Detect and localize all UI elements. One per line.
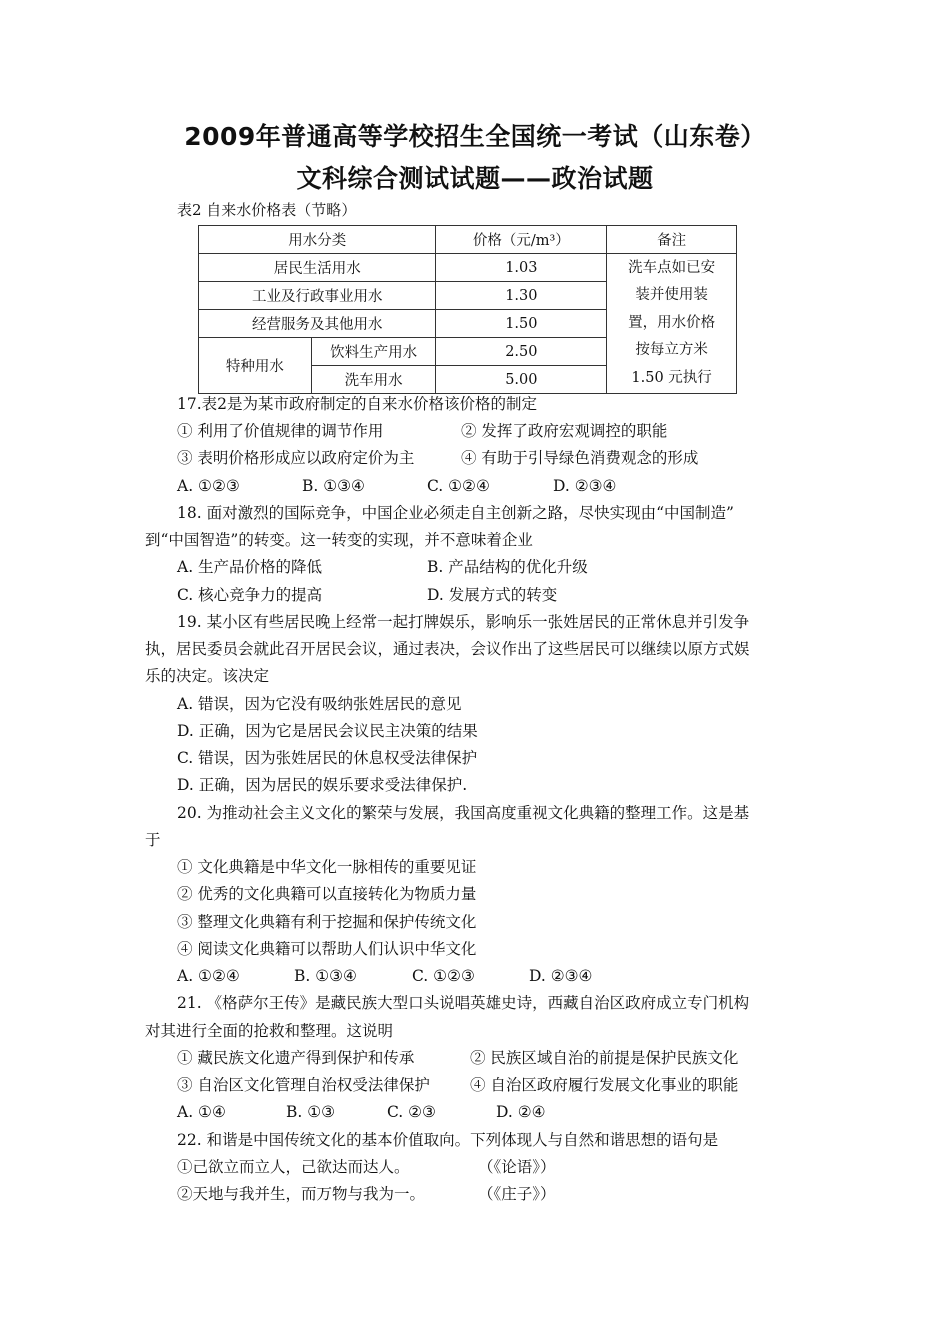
table-header-row — [199, 226, 737, 254]
note-line: 1.50 元执行 — [631, 369, 712, 386]
q20-option-a: A. ①②④ — [177, 967, 240, 985]
table-cell-price: 5.00 — [436, 366, 607, 394]
q20-statement-4: ④ 阅读文化典籍可以帮助人们认识中华文化 — [177, 940, 477, 958]
table-cell-category: 饮料生产用水 — [311, 338, 436, 366]
q17-statement-2: ② 发挥了政府宏观调控的职能 — [461, 422, 668, 440]
table-cell-note — [607, 254, 737, 394]
water-price-table — [198, 225, 737, 394]
question-18-stem-cont: 到“中国智造”的转变。这一转变的实现，并不意味着企业 — [145, 531, 533, 549]
q18-option-c: C. 核心竞争力的提高 — [177, 586, 323, 604]
q21-option-b: B. ①③ — [286, 1103, 336, 1121]
note-line: 洗车点如已安 — [628, 259, 716, 276]
question-19-stem-end: 乐的决定。该决定 — [145, 667, 270, 685]
q21-statement-3: ③ 自治区文化管理自治权受法律保护 — [177, 1076, 430, 1094]
q17-statement-4: ④ 有助于引导绿色消费观念的形成 — [461, 449, 699, 467]
question-18-stem: 18. 面对激烈的国际竞争，中国企业必须走自主创新之路，尽快实现由“中国制造” — [177, 504, 734, 522]
note-line: 置，用水价格 — [628, 314, 716, 331]
q20-option-b: B. ①③④ — [294, 967, 357, 985]
q22-quote-1-source: （《论语》） — [478, 1158, 556, 1176]
table-cell-group: 特种用水 — [199, 338, 312, 394]
question-20-stem: 20. 为推动社会主义文化的繁荣与发展，我国高度重视文化典籍的整理工作。这是基 — [177, 804, 750, 822]
q19-option-c: C. 错误，因为张姓居民的休息权受法律保护 — [177, 749, 478, 767]
q20-statement-3: ③ 整理文化典籍有利于挖掘和保护传统文化 — [177, 913, 477, 931]
question-21-stem: 21. 《格萨尔王传》是藏民族大型口头说唱英雄史诗，西藏自治区政府成立专门机构 — [177, 994, 750, 1012]
q17-statement-1: ① 利用了价值规律的调节作用 — [177, 422, 384, 440]
q20-statement-2: ② 优秀的文化典籍可以直接转化为物质力量 — [177, 885, 477, 903]
q22-quote-2-source: （《庄子》） — [478, 1185, 556, 1203]
note-line: 装并使用装 — [635, 287, 708, 304]
table-cell-price: 1.03 — [436, 254, 607, 282]
q20-option-c: C. ①②③ — [412, 967, 475, 985]
q22-quote-1: ①己欲立而立人，己欲达而达人。 — [177, 1158, 410, 1176]
q21-option-a: A. ①④ — [177, 1103, 226, 1121]
exam-subtitle: 文科综合测试试题——政治试题 — [296, 164, 654, 193]
table-cell-category: 居民生活用水 — [199, 254, 436, 282]
header-price: 价格（元/m³） — [436, 226, 607, 254]
question-21-stem-cont: 对其进行全面的抢救和整理。这说明 — [145, 1022, 394, 1040]
table-cell-price: 1.50 — [436, 310, 607, 338]
q17-option-b: B. ①③④ — [302, 477, 365, 495]
question-19-stem-cont: 执，居民委员会就此召开居民会议，通过表决，会议作出了这些居民可以继续以原方式娱 — [145, 640, 750, 658]
q20-option-d: D. ②③④ — [529, 967, 593, 985]
question-20-stem-cont: 于 — [145, 831, 161, 849]
q19-option-a: A. 错误，因为它没有吸纳张姓居民的意见 — [177, 695, 462, 713]
q21-option-c: C. ②③ — [387, 1103, 436, 1121]
q17-option-c: C. ①②④ — [427, 477, 490, 495]
q18-option-b: B. 产品结构的优化升级 — [427, 558, 588, 576]
table-cell-category: 经营服务及其他用水 — [199, 310, 436, 338]
q21-statement-2: ② 民族区域自治的前提是保护民族文化 — [470, 1049, 739, 1067]
q19-option-b: D. 正确，因为它是居民会议民主决策的结果 — [177, 722, 478, 740]
q19-option-d: D. 正确，因为居民的娱乐要求受法律保护. — [177, 776, 468, 794]
q22-quote-2: ②天地与我并生，而万物与我为一。 — [177, 1185, 426, 1203]
q21-option-d: D. ②④ — [496, 1103, 546, 1121]
question-17-stem: 17.表2是为某市政府制定的自来水价格该价格的制定 — [177, 395, 538, 413]
q21-statement-4: ④ 自治区政府履行发展文化事业的职能 — [470, 1076, 739, 1094]
q17-option-a: A. ①②③ — [177, 477, 240, 495]
table-caption: 表2 自来水价格表（节略） — [177, 201, 357, 219]
table-cell-category: 洗车用水 — [311, 366, 436, 394]
note-line: 按每立方米 — [635, 342, 708, 359]
table-cell-category: 工业及行政事业用水 — [199, 282, 436, 310]
question-19-stem: 19. 某小区有些居民晚上经常一起打牌娱乐，影响乐一张姓居民的正常休息并引发争 — [177, 613, 750, 631]
header-note: 备注 — [607, 226, 737, 254]
q17-statement-3: ③ 表明价格形成应以政府定价为主 — [177, 449, 415, 467]
question-22-stem: 22. 和谐是中国传统文化的基本价值取向。下列体现人与自然和谐思想的语句是 — [177, 1131, 719, 1149]
table-cell-price: 1.30 — [436, 282, 607, 310]
q18-option-a: A. 生产品价格的降低 — [177, 558, 323, 576]
header-category: 用水分类 — [199, 226, 436, 254]
table-row — [199, 254, 737, 282]
table-cell-price: 2.50 — [436, 338, 607, 366]
q17-option-d: D. ②③④ — [553, 477, 617, 495]
exam-title: 2009年普通高等学校招生全国统一考试（山东卷） — [184, 122, 766, 151]
q21-statement-1: ① 藏民族文化遗产得到保护和传承 — [177, 1049, 415, 1067]
q20-statement-1: ① 文化典籍是中华文化一脉相传的重要见证 — [177, 858, 477, 876]
q18-option-d: D. 发展方式的转变 — [427, 586, 558, 604]
